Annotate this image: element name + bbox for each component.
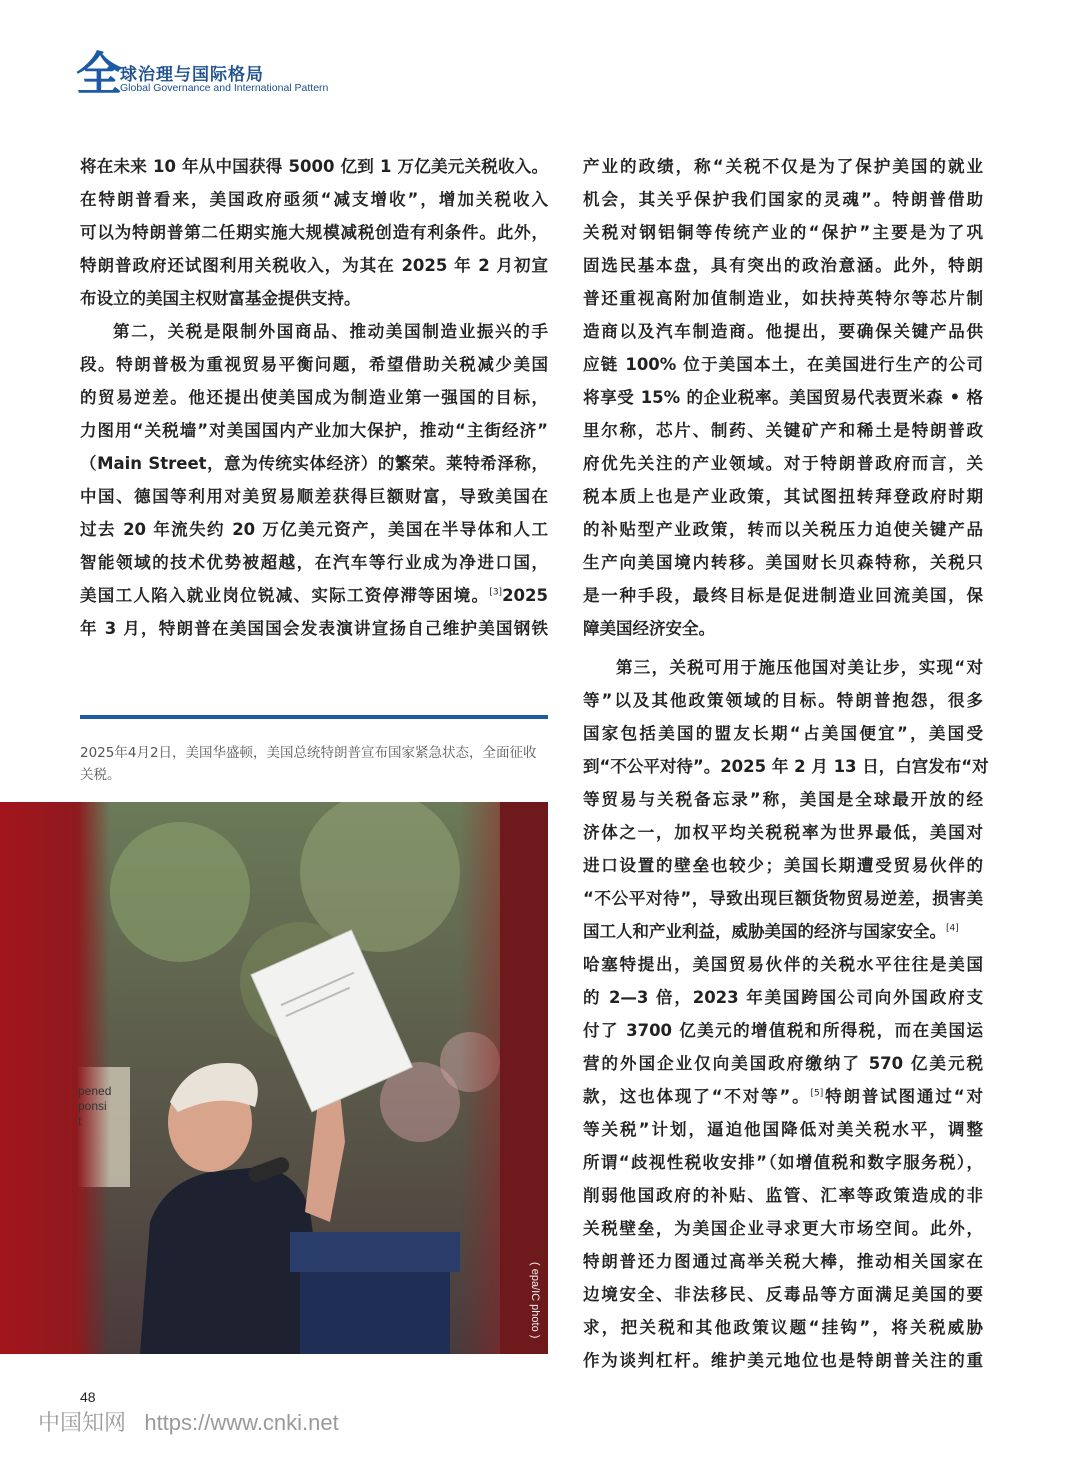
text-line: 在特朗普看来，美国政府亟须“减支增收”，增加关税收入	[80, 190, 548, 209]
text-line: 智能领域的技术优势被超越，在汽车等行业成为净进口国，	[80, 553, 548, 572]
text-line: 里尔称，芯片、制药、关键矿产和稀土是特朗普政	[583, 421, 983, 440]
watermark: 中国知网 https://www.cnki.net	[38, 1410, 339, 1435]
text-line: 可以为特朗普第二任期实施大规模减税创造有利条件。此外，	[80, 223, 548, 242]
text-line: 到“不公平对待”。2025 年 2 月 13 日，白宫发布“对	[583, 757, 989, 776]
text-line-with-footnote: 美国工人陷入就业岗位锐减、实际工资停滞等困境。[3]2025	[80, 586, 548, 605]
text-line: 应链 100% 位于美国本土，在美国进行生产的公司	[583, 355, 983, 374]
text-line: 国家包括美国的盟友长期“占美国便宜”，美国受	[583, 724, 983, 743]
left-column	[80, 150, 548, 645]
text-line: 特朗普政府还试图利用关税收入，为其在 2025 年 2 月初宣	[80, 256, 548, 275]
text-line: 障美国经济安全。	[583, 619, 715, 638]
journal-subtitle: Global Governance and International Pattern	[120, 82, 329, 94]
text-line: 将享受 15% 的企业税率。美国贸易代表贾米森 • 格	[583, 388, 983, 407]
text-line: 削弱他国政府的补贴、监管、汇率等政策造成的非	[583, 1186, 983, 1205]
text-line: 等贸易与关税备忘录”称，美国是全球最开放的经	[583, 790, 983, 809]
photo-illustration	[0, 802, 548, 1354]
text-line: 年 3 月，特朗普在美国国会发表演讲宣扬自己维护美国钢铁	[80, 619, 548, 638]
text-line: 营的外国企业仅向美国政府缴纳了 570 亿美元税	[583, 1054, 983, 1073]
text-line: 过去 20 年流失约 20 万亿美元资产，美国在半导体和人工	[80, 520, 548, 539]
text-line: 进口设置的壁垒也较少；美国长期遭受贸易伙伴的	[583, 856, 983, 875]
photo-caption: 2025年4月2日，美国华盛顿，美国总统特朗普宣布国家紧急状态，全面征收关税。	[80, 745, 537, 783]
page-number: 48	[80, 1389, 96, 1405]
footnote-ref[interactable]: [5]	[810, 1088, 824, 1099]
text-line: 税本质上也是产业政策，其试图扭转拜登政府时期	[583, 487, 983, 506]
text-line: 的补贴型产业政策，转而以关税压力迫使关键产品	[583, 520, 983, 539]
text-line: 付了 3700 亿美元的增值税和所得税，而在美国运	[583, 1021, 983, 1040]
photo	[0, 802, 548, 1354]
text-line: 中国、德国等利用对美贸易顺差获得巨额财富，导致美国在	[80, 487, 548, 506]
caption-divider	[80, 715, 548, 719]
text-line: 的 2—3 倍，2023 年美国跨国公司向外国政府支	[583, 988, 983, 1007]
text-line: 力图用“关税墙”对美国国内产业加大保护，推动“主街经济”	[80, 421, 548, 440]
right-column	[583, 150, 989, 1377]
text-line: 边境安全、非法移民、反毒品等方面满足美国的要	[583, 1285, 983, 1304]
journal-title: 球治理与国际格局	[120, 65, 264, 85]
text-line: 关税对钢铝铜等传统产业的“保护”主要是为了巩	[583, 223, 983, 242]
text-line: （Main Street，意为传统实体经济）的繁荣。莱特希泽称，	[80, 454, 548, 473]
text-line: 等关税”计划，逼迫他国降低对美关税水平，调整	[583, 1120, 983, 1139]
text-line: 普还重视高附加值制造业，如扶持英特尔等芯片制	[583, 289, 983, 308]
text-line: 第三，关税可用于施压他国对美让步，实现“对	[616, 658, 983, 677]
text-line-with-footnote: 款，这也体现了“不对等”。[5]特朗普试图通过“对	[583, 1087, 983, 1106]
footnote-ref[interactable]: [4]	[946, 923, 959, 934]
journal-logo: 全	[76, 47, 122, 101]
text-line: 关税壁垒，为美国企业寻求更大市场空间。此外，	[583, 1219, 983, 1238]
text-line: 段。特朗普极为重视贸易平衡问题，希望借助关税减少美国	[80, 355, 548, 374]
text-line: 府优先关注的产业领域。对于特朗普政府而言，关	[583, 454, 983, 473]
footnote-ref[interactable]: [3]	[489, 587, 503, 598]
text-line: 第二，关税是限制外国商品、推动美国制造业振兴的手	[113, 322, 548, 341]
text-line-with-footnote: 国工人和产业利益，威胁美国的经济与国家安全。[4]	[583, 922, 959, 941]
text-line: 哈塞特提出，美国贸易伙伴的关税水平往往是美国	[583, 955, 983, 974]
photo-credit: ( epa/IC photo )	[529, 1262, 541, 1339]
text-line: 作为谈判杠杆。维护美元地位也是特朗普关注的重	[583, 1351, 983, 1370]
text-line: 将在未来 10 年从中国获得 5000 亿到 1 万亿美元关税收入。	[80, 157, 548, 176]
text-line: 生产向美国境内转移。美国财长贝森特称，关税只	[583, 553, 983, 572]
text-line: “不公平对待”，导致出现巨额货物贸易逆差，损害美	[583, 889, 983, 908]
text-line: 产业的政绩，称“关税不仅是为了保护美国的就业	[583, 157, 983, 176]
text-line: 布设立的美国主权财富基金提供支持。	[80, 289, 361, 308]
text-line: 特朗普还力图通过高举关税大棒，推动相关国家在	[583, 1252, 983, 1271]
text-line: 所谓“歧视性税收安排”（如增值税和数字服务税），	[583, 1153, 983, 1172]
text-line: 是一种手段，最终目标是促进制造业回流美国，保	[583, 586, 983, 605]
text-line: 等”以及其他政策领域的目标。特朗普抱怨，很多	[583, 691, 983, 710]
text-line: 机会，其关乎保护我们国家的灵魂”。特朗普借助	[583, 190, 983, 209]
text-line: 的贸易逆差。他还提出使美国成为制造业第一强国的目标，	[80, 388, 548, 407]
text-line: 济体之一，加权平均关税税率为世界最低，美国对	[583, 823, 983, 842]
text-line: 固选民基本盘，具有突出的政治意涵。此外，特朗	[583, 256, 983, 275]
text-line: 求，把关税和其他政策议题“挂钩”，将关税威胁	[583, 1318, 983, 1337]
photo-sign-caption: pened ponsi t	[78, 1084, 112, 1128]
text-line: 造商以及汽车制造商。他提出，要确保关键产品供	[583, 322, 983, 341]
